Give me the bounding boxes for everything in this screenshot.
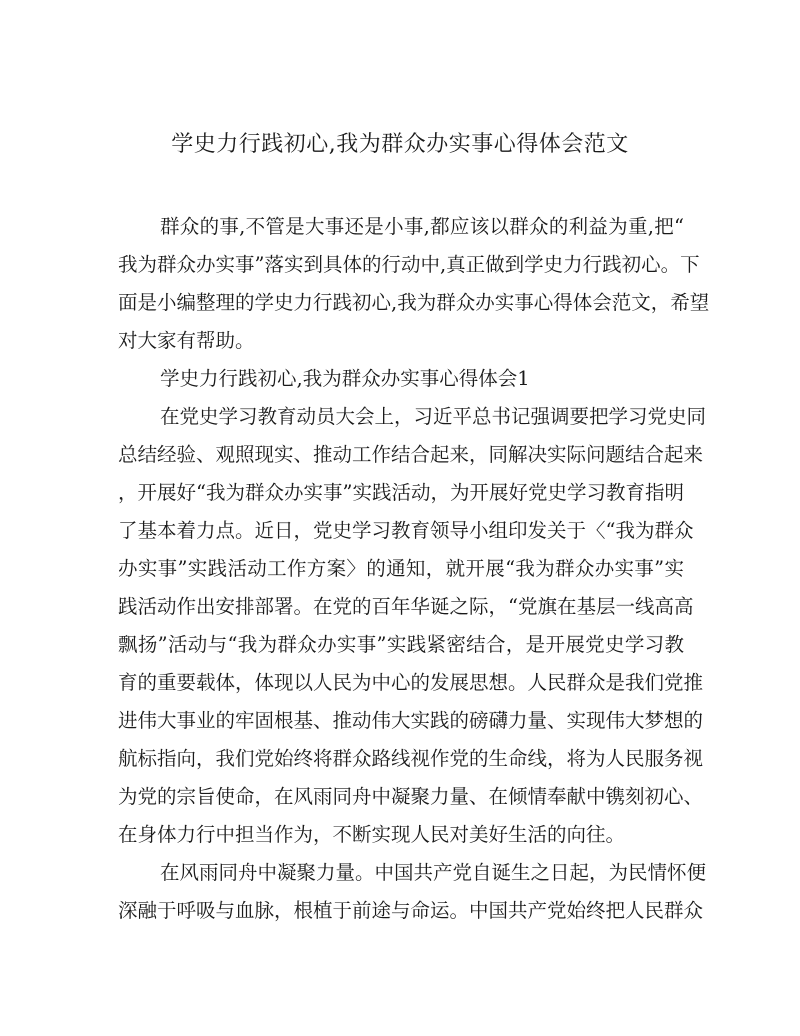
document-title: 学史力行践初心,我为群众办实事心得体会范文: [171, 132, 629, 157]
paragraph-2-line-8: 育的重要载体，体现以人民为中心的发展思想。人民群众是我们党推: [118, 671, 704, 694]
paragraph-1-line-3: 面是小编整理的学史力行践初心,我为群众办实事心得体会范文，希望: [118, 291, 710, 314]
paragraph-2-line-7: 飘扬”活动与“我为群众办实事”实践紧密结合，是开展党史学习教: [118, 633, 684, 656]
paragraph-2-line-11: 为党的宗旨使命，在风雨同舟中凝聚力量、在倾情奉献中镌刻初心、: [118, 785, 704, 808]
section-heading-1: 学史力行践初心,我为群众办实事心得体会1: [160, 367, 530, 390]
paragraph-2-line-3: ，开展好“我为群众办实事”实践活动，为开展好党史学习教育指明: [118, 481, 684, 504]
paragraph-2-line-4: 了基本着力点。近日，党史学习教育领导小组印发关于〈“我为群众: [118, 519, 694, 542]
paragraph-3-line-1: 在风雨同舟中凝聚力量。中国共产党自诞生之日起，为民情怀便: [160, 861, 707, 884]
paragraph-1-line-1: 群众的事,不管是大事还是小事,都应该以群众的利益为重,把“: [160, 215, 684, 238]
paragraph-1-line-4: 对大家有帮助。: [118, 329, 255, 352]
paragraph-2-line-5: 办实事”实践活动工作方案〉的通知，就开展“我为群众办实事”实: [118, 557, 684, 580]
paragraph-2-line-6: 践活动作出安排部署。在党的百年华诞之际，“党旗在基层一线高高: [118, 595, 694, 618]
paragraph-2-line-9: 进伟大事业的牢固根基、推动伟大实践的磅礴力量、实现伟大梦想的: [118, 709, 704, 732]
paragraph-2-line-10: 航标指向，我们党始终将群众路线视作党的生命线，将为人民服务视: [118, 747, 704, 770]
paragraph-1-line-2: 我为群众办实事”落实到具体的行动中,真正做到学史力行践初心。下: [118, 253, 700, 276]
paragraph-2-line-2: 总结经验、观照现实、推动工作结合起来，同解决实际问题结合起来: [118, 443, 704, 466]
paragraph-3-line-2: 深融于呼吸与血脉，根植于前途与命运。中国共产党始终把人民群众: [118, 899, 704, 922]
paragraph-2-line-1: 在党史学习教育动员大会上，习近平总书记强调要把学习党史同: [160, 405, 707, 428]
paragraph-2-line-12: 在身体力行中担当作为，不断实现人民对美好生活的向往。: [118, 823, 626, 846]
